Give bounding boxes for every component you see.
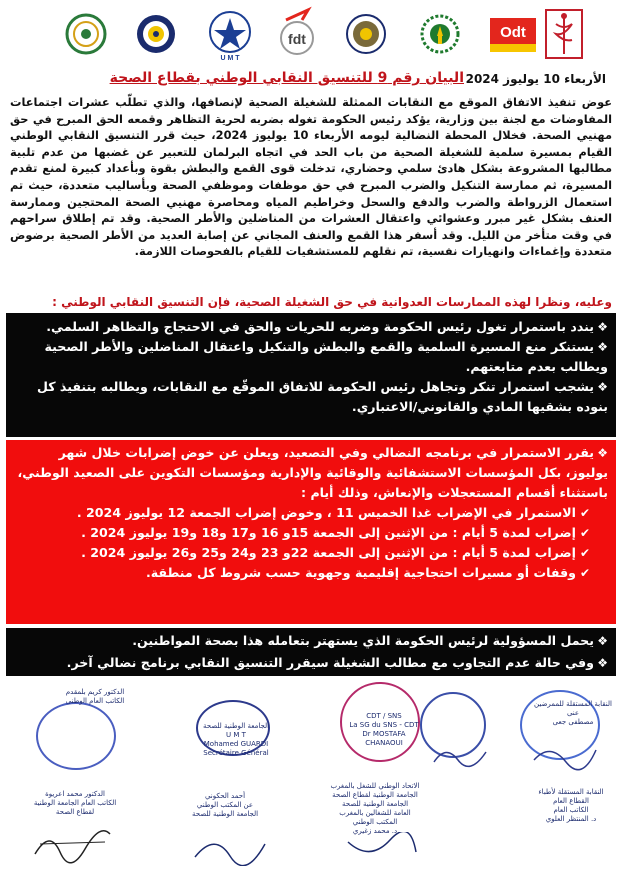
diamond-bullet-icon: ❖ <box>597 446 608 460</box>
statement-body <box>10 94 612 260</box>
strike-item: ✔إضراب لمدة 5 أيام : من الإثنين إلى الجمعة 15و 16 و17 و18 و19 يوليوز 2024 . <box>14 523 608 543</box>
handwritten-signature <box>340 832 420 866</box>
strike-program-red-box <box>6 440 616 624</box>
gear-torch-emblem-icon <box>418 6 462 62</box>
resolution-item: ❖يشجب استمرار تنكر وتجاهل رئيس الحكومة للاتفاق الموقّع مع النقابات، ويطالبه بتنفيذ كل بنوده بشقيها المادي والقانوني/الاعتباري. <box>36 379 608 414</box>
signature-block: النقابة المستقلة للممرضين عنى مصطفى جعى <box>534 700 612 726</box>
checkmark-icon: ✔ <box>579 566 590 580</box>
signature-block: الدكتور كريم بلمقدم الكاتب العام الوطني <box>65 688 125 705</box>
conclusion-line: وعليه، ونظرا لهذه الممارسات العدوانية في حق الشغيلة الصحية، فإن التنسيق النقابي الوطني : <box>52 295 612 309</box>
page-title: البيان رقم 9 للتنسيق النقابي الوطني بقطاع الصحة <box>109 70 464 86</box>
signature-block: الدكتور محمد اعريوة الكاتب العام الجامعة الوطنية لقطاع الصحة <box>33 790 117 816</box>
resolution-item: ❖يندد باستمرار تغول رئيس الحكومة وضربه للحريات والحق في الاحتجاج والتظاهر السلمي. <box>14 317 608 337</box>
diamond-bullet-icon: ❖ <box>597 320 608 334</box>
strike-intro: ❖يقرر الاستمرار في برنامجه النضالي وفي التصعيد، ويعلن عن خوض إضرابات خلال شهر يوليوز، بكل المؤسسات الاستشفائية والوقائية والإدارية ومؤسسات التكوين على الصعيد الوطني، باستثناء أقسام المستعجلات والإنعاش، وذلك أيام : <box>17 445 608 500</box>
signature-block: الجامعة الوطنية للصحة العامة للشغالين بالمغرب المكتب الوطني د. محمد زغيري <box>339 800 411 835</box>
strike-item: ✔إضراب لمدة 5 أيام : من الإثنين إلى الجمعة 22و 23 و24 و25 و26 يوليوز 2024 . <box>14 543 608 563</box>
diamond-bullet-icon: ❖ <box>597 634 608 648</box>
header-logos <box>0 6 622 66</box>
strike-item: ✔وقفات أو مسيرات احتجاجية إقليمية وجهوية حسب شروط كل منطقة. <box>14 563 608 583</box>
signature-block: النقابة المستقلة لأطباء القطاع العام الكاتب العام د. المنتظر العلوي <box>538 788 604 823</box>
signature-block: الجامعة الوطنية للصحة U M T Mohamed GUARDI Secrétaire Général <box>202 722 270 757</box>
diamond-bullet-icon: ❖ <box>597 340 608 354</box>
round-emblem-icon <box>344 6 388 62</box>
strike-item: ✔الاستمرار في الإضراب غدا الخميس 11 ، وخوض إضراب الجمعة 12 يوليوز 2024 . <box>14 503 608 523</box>
signature-block: CDT / SNS La SG du SNS - CDT Dr MOSTAFA CHANAOUI <box>349 712 419 747</box>
odt-logo-icon <box>488 6 538 62</box>
statement-paragraph: عوض تنفيذ الاتفاق الموقع مع النقابات الممثلة للشغيلة الصحية لإنصافها، والذي تطلّب عشرات اجتماعات المفاوضات مع لجنة بين وزارية، يؤكد رئيس الحكومة تغوله بضربه لحرية التظاهر وقمعه الحق المبرح في حق مهنيي الصحة. فخلال المحطة النضالية ليومه الأربعاء 10 يوليوز 2024، حيث قرر التنسيق النقابي الوطني القيام بمسيرة سلمية للشغيلة الصحية من باب الحد في اتجاه البرلمان للتعبير عن غضبها من عدم تلبية مطالبها المشروعة بشكل هادئ سلمي وحضاري، تدخلت قوى القمع والبطش بقوة وبأعداد كبيرة لمنع تقدم المسيرة، ثم ممارسة التنكيل والضرب المبرح في حق موظفات وموظفي الصحة وبأساليب متعددة، حيث تم استعمال الزرواطة والضرب والدفع والسحل وخراطيم المياه ومحاصرة مهنيي الصحة المحتجين وممارسة العنف بشكل غير مبرر وعشوائي واعتقال العشرات من المناضلين والأطر الصحية. وقد تم إطلاق سراحهم في وقت متأخر من الليل. وقد أسفر هذا القمع والعنف المجاني عن إصابة العديد من الأطر الصحية برضوض متعددة وإغماءات وانهيارات نفسية، تم نقلهم للمستشفيات للقيام بالفحوصات اللازمة. <box>10 95 612 259</box>
checkmark-icon: ✔ <box>579 526 590 540</box>
resolutions-black-box-1 <box>6 313 616 437</box>
resolution-item: ❖يحمل المسؤولية لرئيس الحكومة الذي يستهتر بتعامله هذا بصحة المواطنين. <box>14 630 608 652</box>
signatures-area <box>0 682 622 880</box>
checkmark-icon: ✔ <box>579 546 590 560</box>
diamond-bullet-icon: ❖ <box>597 656 608 670</box>
diamond-bullet-icon: ❖ <box>597 380 608 394</box>
svg-text:fdt: fdt <box>288 31 306 47</box>
handwritten-signature <box>30 824 120 864</box>
handwritten-signature <box>530 742 600 772</box>
svg-text:U M T: U M T <box>220 55 240 62</box>
statement-date: الأربعاء 10 يوليوز 2024 <box>465 72 606 86</box>
gear-emblem-icon <box>134 6 178 62</box>
handwritten-signature <box>430 742 490 772</box>
resolution-item: ❖وفي حالة عدم التجاوب مع مطالب الشغيلة سيقرر التنسيق النقابي برنامج نضالي آخر. <box>14 652 608 674</box>
handwritten-signature <box>190 832 270 866</box>
svg-text:Odt: Odt <box>500 24 526 41</box>
resolutions-black-box-2 <box>6 628 616 676</box>
resolution-item: ❖يستنكر منع المسيرة السلمية والقمع والبطش والتنكيل واعتقال المناضلين والأطر الصحية ويطالب بعدم متابعتهم. <box>44 339 608 374</box>
header-title-row <box>8 70 614 92</box>
signature-block: الاتحاد الوطني للشغل بالمغرب الجامعة الوطنية لقطاع الصحة <box>330 782 420 799</box>
round-emblem-icon <box>64 6 108 62</box>
union-stamp <box>36 702 116 770</box>
signature-block: أحمد الحكوني عن المكتب الوطني الجامعة الوطنية للصحة <box>191 792 259 818</box>
fdt-logo-icon <box>272 6 322 62</box>
checkmark-icon: ✔ <box>579 506 590 520</box>
umt-logo-icon <box>204 6 256 62</box>
medical-caduceus-icon <box>542 6 586 62</box>
